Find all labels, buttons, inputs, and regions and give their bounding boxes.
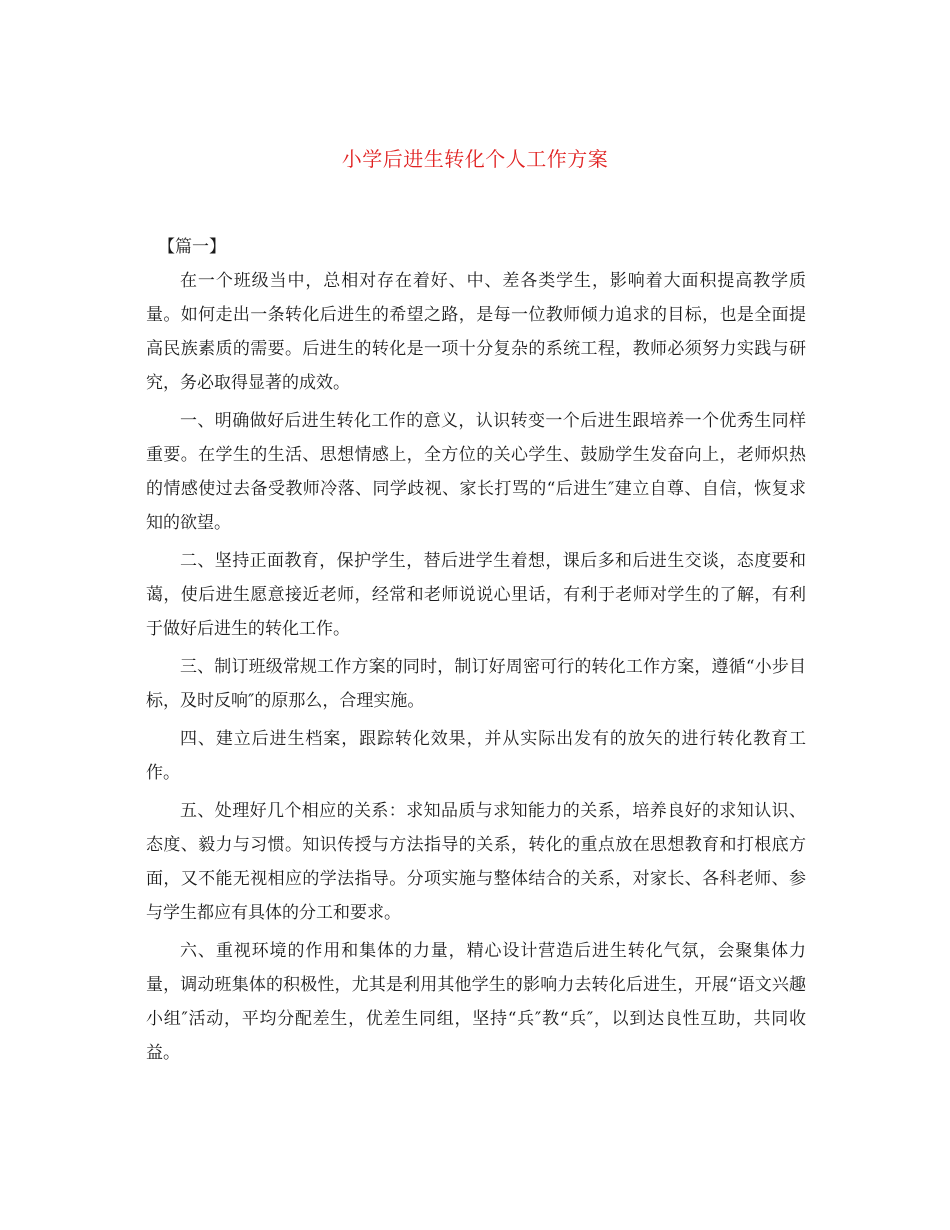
section-label: 【篇一】: [158, 237, 226, 257]
paragraph-5: 五、处理好几个相应的关系：求知品质与求知能力的关系，培养良好的求知认识、态度、毅力与习惯。知识传授与方法指导的关系，转化的重点放在思想教育和打根底方面，又不能无视相应的学法指导。分项实施与整体结合的关系，对家长、各科老师、参与学生都应有具体的分工和要求。: [146, 801, 806, 923]
document-body: [146, 230, 806, 1074]
paragraph-6: 六、重视环境的作用和集体的力量，精心设计营造后进生转化气氛，会聚集体力量，调动班集体的积极性，尤其是利用其他学生的影响力去转化后进生，开展“语文兴趣小组″活动，平均分配差生，优差生同组，坚持“兵″教“兵″，以到达良性互助，共同收益。: [146, 941, 806, 1063]
paragraph-intro: 在一个班级当中，总相对存在着好、中、差各类学生，影响着大面积提高教学质量。如何走出一条转化后进生的希望之路，是每一位教师倾力追求的目标，也是全面提高民族素质的需要。后进生的转化是一项十分复杂的系统工程，教师必须努力实践与研究，务必取得显著的成效。: [146, 271, 806, 393]
paragraph-2: 二、坚持正面教育，保护学生，替后进学生着想，课后多和后进生交谈，态度要和蔼，使后进生愿意接近老师，经常和老师说说心里话，有利于老师对学生的了解，有利于做好后进生的转化工作。: [146, 551, 806, 639]
paragraph-4: 四、建立后进生档案，跟踪转化效果，并从实际出发有的放矢的进行转化教育工作。: [146, 729, 806, 783]
paragraph-3: 三、制订班级常规工作方案的同时，制订好周密可行的转化工作方案，遵循“小步目标，及时反响″的原那么，合理实施。: [146, 657, 806, 711]
paragraph-1: 一、明确做好后进生转化工作的意义，认识转变一个后进生跟培养一个优秀生同样重要。在学生的生活、思想情感上，全方位的关心学生、鼓励学生发奋向上，老师炽热的情感使过去备受教师冷落、同学歧视、家长打骂的“后进生″建立自尊、自信，恢复求知的欲望。: [146, 411, 806, 533]
document-title: 小学后进生转化个人工作方案: [341, 147, 609, 171]
